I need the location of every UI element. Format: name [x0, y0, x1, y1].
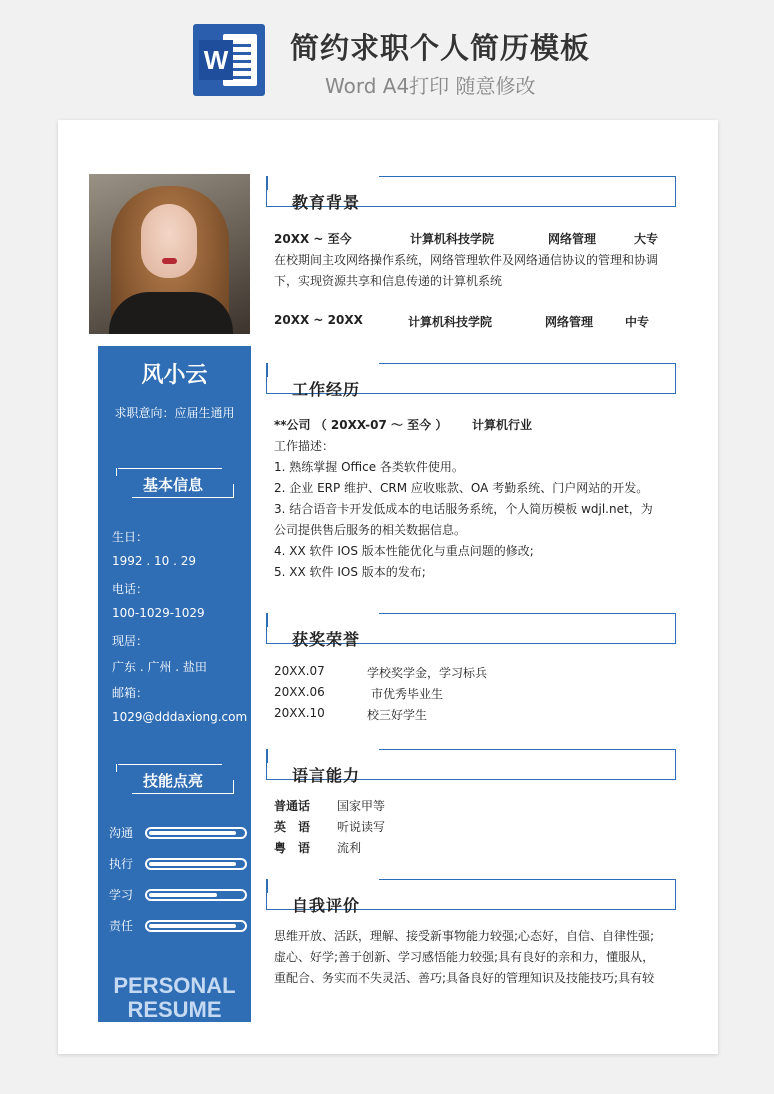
- resume-page: [58, 120, 718, 1054]
- basic-info-heading: [112, 468, 234, 498]
- language-name: 粤 语: [274, 841, 311, 855]
- self-eval-line: 重配合、务实而不失灵活、善巧;具备良好的管理知识及技能技巧;具有较: [274, 971, 655, 985]
- skill-bar-fill: [149, 893, 217, 897]
- edu-degree: 中专: [625, 315, 650, 329]
- skill-label: 学习: [109, 888, 134, 902]
- languages-heading-title: 语言能力: [292, 766, 361, 785]
- skill-row: [109, 917, 249, 933]
- email-label: 邮箱：: [112, 686, 149, 700]
- skills-heading-label: 技能点亮: [142, 772, 203, 790]
- award-date: 20XX.07: [274, 664, 325, 678]
- award-date: 20XX.10: [274, 706, 325, 720]
- award-name: 市优秀毕业生: [371, 687, 444, 701]
- skills-heading: [112, 764, 234, 794]
- award-date: 20XX.06: [274, 685, 325, 699]
- skill-bar: [145, 858, 247, 870]
- edu-major: 网络管理: [548, 232, 597, 246]
- sidebar: [98, 346, 251, 1022]
- portrait-photo: [89, 174, 250, 334]
- job-intent: 求职意向：应届生通用: [114, 406, 235, 420]
- awards-heading: [266, 613, 676, 649]
- skill-row: [109, 886, 249, 902]
- work-line: 公司提供售后服务的相关数据信息。: [274, 523, 467, 537]
- work-line: 1. 熟练掌握 Office 各类软件使用。: [274, 460, 464, 474]
- work-company: **公司 （ 20XX-07 ～ 至今 ）: [274, 418, 448, 432]
- languages-heading: [266, 749, 676, 785]
- language-name: 普通话: [274, 799, 311, 813]
- residence-value: 广东 . 广州 . 盐田: [112, 660, 207, 674]
- award-name: 学校奖学金，学习标兵: [367, 666, 488, 680]
- language-level: 国家甲等: [337, 799, 386, 813]
- edu-school: 计算机科技学院: [408, 315, 493, 329]
- work-heading-title: 工作经历: [292, 380, 361, 399]
- work-desc-label: 工作描述：: [274, 439, 335, 453]
- residence-label: 现居：: [112, 634, 149, 648]
- work-line: 4. XX 软件 IOS 版本性能优化与重点问题的修改;: [274, 544, 534, 558]
- email-value: 1029@dddaxiong.com: [112, 710, 248, 724]
- self-eval-line: 思维开放、活跃，理解、接受新事物能力较强;心态好，自信、自律性强;: [274, 929, 655, 943]
- word-logo-letter: W: [199, 40, 233, 80]
- edu-desc-line: 下，实现资源共享和信息传递的计算机系统: [274, 274, 503, 288]
- edu-degree: 大专: [634, 232, 659, 246]
- self-eval-heading-title: 自我评价: [292, 896, 361, 915]
- edu-period: 20XX ~ 至今: [274, 232, 352, 246]
- candidate-name: 风小云: [141, 363, 208, 388]
- wordmark-line-1: PERSONAL: [113, 973, 236, 998]
- phone-label: 电话：: [112, 582, 149, 596]
- wordmark-line-2: RESUME: [127, 997, 222, 1022]
- awards-heading-title: 获奖荣誉: [292, 630, 361, 649]
- banner-subtitle: Word A4打印 随意修改: [325, 74, 536, 98]
- basic-info-heading-label: 基本信息: [142, 476, 203, 494]
- edu-desc-line: 在校期间主攻网络操作系统，网络管理软件及网络通信协议的管理和协调: [274, 253, 659, 267]
- skill-bar-fill: [149, 924, 236, 928]
- language-level: 听说读写: [337, 820, 386, 834]
- birthday-label: 生日：: [112, 530, 149, 544]
- language-level: 流利: [337, 841, 362, 855]
- education-heading-title: 教育背景: [292, 193, 361, 212]
- phone-value: 100-1029-1029: [112, 606, 205, 620]
- banner-title: 简约求职个人简历模板: [290, 31, 591, 65]
- word-app-icon: [193, 24, 265, 96]
- skill-bar: [145, 827, 247, 839]
- personal-resume-wordmark: [98, 974, 251, 1022]
- skill-label: 责任: [109, 919, 134, 933]
- skill-label: 执行: [109, 857, 134, 871]
- self-eval-line: 虚心、好学;善于创新、学习感悟能力较强;具有良好的亲和力，懂服从，: [274, 950, 655, 964]
- skill-row: [109, 855, 249, 871]
- language-name: 英 语: [274, 820, 311, 834]
- work-line: 2. 企业 ERP 维护、CRM 应收账款、OA 考勤系统、门户网站的开发。: [274, 481, 649, 495]
- skill-bar-fill: [149, 862, 236, 866]
- skill-row: [109, 824, 249, 840]
- award-name: 校三好学生: [367, 708, 428, 722]
- edu-major: 网络管理: [545, 315, 594, 329]
- self-eval-heading: [266, 879, 676, 915]
- skill-label: 沟通: [109, 826, 134, 840]
- education-heading: [266, 176, 676, 212]
- work-industry: 计算机行业: [472, 418, 533, 432]
- edu-period: 20XX ~ 20XX: [274, 313, 363, 327]
- edu-school: 计算机科技学院: [410, 232, 495, 246]
- skill-bar-fill: [149, 831, 236, 835]
- birthday-value: 1992 . 10 . 29: [112, 554, 196, 568]
- skill-bar: [145, 920, 247, 932]
- work-heading: [266, 363, 676, 399]
- work-line: 3. 结合语音卡开发低成本的电话服务系统，个人简历模板 wdjl.net，为: [274, 502, 653, 516]
- skill-bar: [145, 889, 247, 901]
- work-line: 5. XX 软件 IOS 版本的发布;: [274, 565, 426, 579]
